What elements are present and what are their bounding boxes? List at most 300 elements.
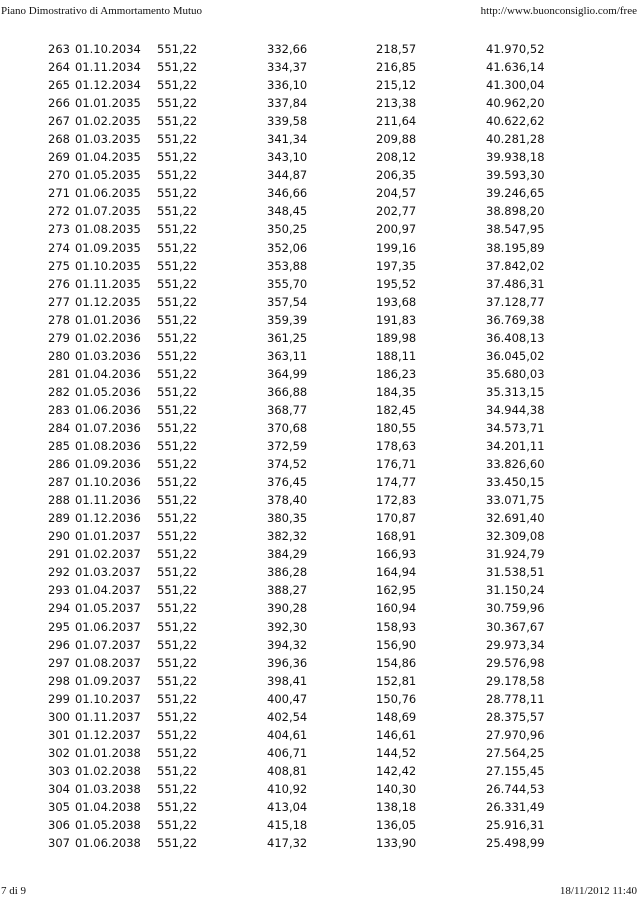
installment-number: 263 [48, 42, 70, 56]
principal-share: 386,28 [267, 565, 308, 580]
table-row [0, 148, 638, 166]
installment-number: 277 [48, 294, 70, 309]
interest-share: 211,64 [376, 114, 417, 129]
interest-share: 148,69 [376, 709, 417, 724]
interest-share: 154,86 [376, 655, 417, 670]
installment-number: 278 [48, 312, 70, 327]
due-date: 01.05.2038 [75, 818, 141, 833]
interest-share: 176,71 [376, 457, 417, 472]
table-row [0, 581, 638, 599]
remaining-debt: 34.201,11 [486, 439, 545, 454]
interest-share: 215,12 [376, 78, 417, 93]
installment-number: 268 [48, 132, 70, 147]
interest-share: 186,23 [376, 366, 417, 381]
principal-share: 376,45 [267, 475, 308, 490]
interest-share: 164,94 [376, 565, 417, 580]
principal-share: 410,92 [267, 781, 308, 796]
principal-share: 368,77 [267, 402, 308, 417]
principal-share: 337,84 [267, 96, 308, 111]
installment-number: 297 [48, 655, 70, 670]
principal-share: 364,99 [267, 366, 308, 381]
principal-share: 404,61 [267, 727, 308, 742]
due-date: 01.09.2035 [75, 240, 141, 255]
installment-amount: 551,22 [157, 457, 198, 472]
interest-share: 208,12 [376, 150, 417, 165]
remaining-debt: 29.178,58 [486, 673, 545, 688]
installment-amount: 551,22 [157, 60, 198, 75]
principal-share: 350,25 [267, 222, 308, 237]
table-row [0, 834, 638, 852]
interest-share: 158,93 [376, 619, 417, 634]
due-date: 01.05.2037 [75, 601, 141, 616]
table-row [0, 184, 638, 202]
due-date: 01.10.2035 [75, 258, 141, 273]
table-row [0, 654, 638, 672]
principal-share: 378,40 [267, 493, 308, 508]
interest-share: 188,11 [376, 348, 417, 363]
interest-share: 152,81 [376, 673, 417, 688]
remaining-debt: 35.313,15 [486, 384, 545, 399]
principal-share: 417,32 [267, 836, 308, 851]
remaining-debt: 27.155,45 [486, 763, 545, 778]
interest-share: 199,16 [376, 240, 417, 255]
due-date: 01.08.2036 [75, 439, 141, 454]
principal-share: 344,87 [267, 168, 308, 183]
principal-share: 357,54 [267, 294, 308, 309]
due-date: 01.04.2036 [75, 366, 141, 381]
remaining-debt: 35.680,03 [486, 366, 545, 381]
principal-share: 341,34 [267, 132, 308, 147]
remaining-debt: 36.408,13 [486, 330, 545, 345]
installment-number: 287 [48, 475, 70, 490]
table-row [0, 726, 638, 744]
interest-share: 172,83 [376, 493, 417, 508]
remaining-debt: 37.842,02 [486, 258, 545, 273]
interest-share: 193,68 [376, 294, 417, 309]
due-date: 01.04.2038 [75, 799, 141, 814]
table-row [0, 275, 638, 293]
remaining-debt: 37.486,31 [486, 276, 545, 291]
principal-share: 390,28 [267, 601, 308, 616]
principal-share: 355,70 [267, 276, 308, 291]
principal-share: 346,66 [267, 186, 308, 201]
due-date: 01.03.2038 [75, 781, 141, 796]
installment-amount: 551,22 [157, 384, 198, 399]
installment-number: 296 [48, 637, 70, 652]
interest-share: 156,90 [376, 637, 417, 652]
table-row [0, 40, 638, 58]
interest-share: 182,45 [376, 402, 417, 417]
principal-share: 408,81 [267, 763, 308, 778]
principal-share: 402,54 [267, 709, 308, 724]
remaining-debt: 40.281,28 [486, 132, 545, 147]
table-row [0, 202, 638, 220]
due-date: 01.01.2036 [75, 312, 141, 327]
installment-amount: 551,22 [157, 240, 198, 255]
principal-share: 400,47 [267, 691, 308, 706]
installment-number: 266 [48, 96, 70, 111]
table-row [0, 780, 638, 798]
installment-number: 274 [48, 240, 70, 255]
remaining-debt: 33.071,75 [486, 493, 545, 508]
installment-amount: 551,22 [157, 258, 198, 273]
remaining-debt: 29.576,98 [486, 655, 545, 670]
installment-amount: 551,22 [157, 691, 198, 706]
principal-share: 374,52 [267, 457, 308, 472]
principal-share: 363,11 [267, 348, 308, 363]
remaining-debt: 34.573,71 [486, 420, 545, 435]
installment-amount: 551,22 [157, 655, 198, 670]
installment-number: 290 [48, 529, 70, 544]
installment-number: 286 [48, 457, 70, 472]
table-row [0, 599, 638, 617]
due-date: 01.03.2036 [75, 348, 141, 363]
due-date: 01.07.2036 [75, 420, 141, 435]
installment-amount: 551,22 [157, 637, 198, 652]
table-row [0, 166, 638, 184]
installment-amount: 551,22 [157, 818, 198, 833]
remaining-debt: 32.691,40 [486, 511, 545, 526]
principal-share: 406,71 [267, 745, 308, 760]
installment-amount: 551,22 [157, 348, 198, 363]
installment-number: 282 [48, 384, 70, 399]
due-date: 01.04.2037 [75, 583, 141, 598]
due-date: 01.06.2037 [75, 619, 141, 634]
remaining-debt: 28.778,11 [486, 691, 545, 706]
interest-share: 197,35 [376, 258, 417, 273]
interest-share: 180,55 [376, 420, 417, 435]
installment-amount: 551,22 [157, 673, 198, 688]
interest-share: 216,85 [376, 60, 417, 75]
table-row [0, 311, 638, 329]
due-date: 01.12.2035 [75, 294, 141, 309]
print-footer [0, 883, 638, 899]
table-row [0, 130, 638, 148]
installment-number: 302 [48, 745, 70, 760]
interest-share: 206,35 [376, 168, 417, 183]
installment-number: 280 [48, 348, 70, 363]
principal-share: 382,32 [267, 529, 308, 544]
due-date: 01.02.2037 [75, 547, 141, 562]
installment-number: 276 [48, 276, 70, 291]
installment-number: 270 [48, 168, 70, 183]
installment-amount: 551,22 [157, 294, 198, 309]
installment-number: 305 [48, 799, 70, 814]
table-row [0, 509, 638, 527]
installment-amount: 551,22 [157, 565, 198, 580]
interest-share: 138,18 [376, 799, 417, 814]
table-row [0, 401, 638, 419]
principal-share: 392,30 [267, 619, 308, 634]
principal-share: 343,10 [267, 150, 308, 165]
installment-amount: 551,22 [157, 42, 198, 56]
installment-amount: 551,22 [157, 439, 198, 454]
document-title: Piano Dimostrativo di Ammortamento Mutuo [1, 5, 203, 17]
due-date: 01.01.2035 [75, 96, 141, 111]
installment-amount: 551,22 [157, 475, 198, 490]
due-date: 01.03.2037 [75, 565, 141, 580]
installment-number: 304 [48, 781, 70, 796]
table-row [0, 112, 638, 130]
due-date: 01.10.2034 [75, 42, 141, 56]
table-row [0, 690, 638, 708]
installment-amount: 551,22 [157, 727, 198, 742]
table-row [0, 473, 638, 491]
remaining-debt: 39.593,30 [486, 168, 545, 183]
table-row [0, 220, 638, 238]
principal-share: 394,32 [267, 637, 308, 652]
interest-share: 218,57 [376, 42, 417, 56]
installment-number: 275 [48, 258, 70, 273]
due-date: 01.06.2035 [75, 186, 141, 201]
installment-number: 293 [48, 583, 70, 598]
due-date: 01.01.2037 [75, 529, 141, 544]
interest-share: 166,93 [376, 547, 417, 562]
installment-number: 279 [48, 330, 70, 345]
installment-amount: 551,22 [157, 402, 198, 417]
installment-number: 299 [48, 691, 70, 706]
due-date: 01.11.2034 [75, 60, 141, 75]
table-row [0, 618, 638, 636]
installment-amount: 551,22 [157, 186, 198, 201]
interest-share: 202,77 [376, 204, 417, 219]
table-row [0, 329, 638, 347]
interest-share: 178,63 [376, 439, 417, 454]
interest-share: 140,30 [376, 781, 417, 796]
due-date: 01.05.2035 [75, 168, 141, 183]
remaining-debt: 39.938,18 [486, 150, 545, 165]
due-date: 01.12.2034 [75, 78, 141, 93]
due-date: 01.09.2037 [75, 673, 141, 688]
principal-share: 366,88 [267, 384, 308, 399]
table-row [0, 762, 638, 780]
table-row [0, 419, 638, 437]
installment-number: 284 [48, 420, 70, 435]
interest-share: 189,98 [376, 330, 417, 345]
source-url: http://www.buonconsiglio.com/free [480, 5, 637, 17]
remaining-debt: 38.547,95 [486, 222, 545, 237]
table-row [0, 636, 638, 654]
remaining-debt: 39.246,65 [486, 186, 545, 201]
interest-share: 184,35 [376, 384, 417, 399]
remaining-debt: 29.973,34 [486, 637, 545, 652]
remaining-debt: 36.045,02 [486, 348, 545, 363]
table-row [0, 383, 638, 401]
installment-number: 291 [48, 547, 70, 562]
installment-amount: 551,22 [157, 168, 198, 183]
due-date: 01.07.2035 [75, 204, 141, 219]
interest-share: 133,90 [376, 836, 417, 851]
table-row [0, 293, 638, 311]
remaining-debt: 41.970,52 [486, 42, 545, 56]
installment-number: 303 [48, 763, 70, 778]
remaining-debt: 41.300,04 [486, 78, 545, 93]
remaining-debt: 38.195,89 [486, 240, 545, 255]
installment-amount: 551,22 [157, 781, 198, 796]
installment-number: 306 [48, 818, 70, 833]
installment-amount: 551,22 [157, 709, 198, 724]
principal-share: 348,45 [267, 204, 308, 219]
installment-number: 307 [48, 836, 70, 851]
remaining-debt: 38.898,20 [486, 204, 545, 219]
installment-amount: 551,22 [157, 420, 198, 435]
due-date: 01.07.2037 [75, 637, 141, 652]
installment-amount: 551,22 [157, 799, 198, 814]
installment-number: 271 [48, 186, 70, 201]
installment-number: 267 [48, 114, 70, 129]
installment-amount: 551,22 [157, 312, 198, 327]
principal-share: 334,37 [267, 60, 308, 75]
due-date: 01.02.2035 [75, 114, 141, 129]
remaining-debt: 31.924,79 [486, 547, 545, 562]
installment-number: 298 [48, 673, 70, 688]
interest-share: 142,42 [376, 763, 417, 778]
remaining-debt: 25.498,99 [486, 836, 545, 851]
installment-number: 289 [48, 511, 70, 526]
interest-share: 150,76 [376, 691, 417, 706]
principal-share: 332,66 [267, 42, 308, 56]
remaining-debt: 33.826,60 [486, 457, 545, 472]
installment-number: 273 [48, 222, 70, 237]
remaining-debt: 36.769,38 [486, 312, 545, 327]
interest-share: 162,95 [376, 583, 417, 598]
installment-number: 269 [48, 150, 70, 165]
principal-share: 336,10 [267, 78, 308, 93]
table-row [0, 491, 638, 509]
interest-share: 191,83 [376, 312, 417, 327]
installment-amount: 551,22 [157, 511, 198, 526]
remaining-debt: 33.450,15 [486, 475, 545, 490]
interest-share: 195,52 [376, 276, 417, 291]
installment-amount: 551,22 [157, 836, 198, 851]
due-date: 01.03.2035 [75, 132, 141, 147]
interest-share: 144,52 [376, 745, 417, 760]
remaining-debt: 25.916,31 [486, 818, 545, 833]
installment-amount: 551,22 [157, 330, 198, 345]
amortization-table [0, 40, 638, 852]
installment-amount: 551,22 [157, 601, 198, 616]
table-row [0, 365, 638, 383]
remaining-debt: 32.309,08 [486, 529, 545, 544]
table-row [0, 545, 638, 563]
installment-amount: 551,22 [157, 366, 198, 381]
due-date: 01.04.2035 [75, 150, 141, 165]
due-date: 01.11.2037 [75, 709, 141, 724]
principal-share: 415,18 [267, 818, 308, 833]
installment-amount: 551,22 [157, 132, 198, 147]
interest-share: 200,97 [376, 222, 417, 237]
table-row [0, 437, 638, 455]
remaining-debt: 27.564,25 [486, 745, 545, 760]
installment-amount: 551,22 [157, 529, 198, 544]
table-row [0, 527, 638, 545]
installment-amount: 551,22 [157, 114, 198, 129]
installment-amount: 551,22 [157, 745, 198, 760]
installment-amount: 551,22 [157, 583, 198, 598]
installment-number: 292 [48, 565, 70, 580]
installment-amount: 551,22 [157, 204, 198, 219]
installment-amount: 551,22 [157, 96, 198, 111]
table-row [0, 347, 638, 365]
installment-number: 264 [48, 60, 70, 75]
principal-share: 353,88 [267, 258, 308, 273]
installment-number: 281 [48, 366, 70, 381]
remaining-debt: 28.375,57 [486, 709, 545, 724]
interest-share: 160,94 [376, 601, 417, 616]
installment-number: 295 [48, 619, 70, 634]
installment-number: 285 [48, 439, 70, 454]
due-date: 01.05.2036 [75, 384, 141, 399]
interest-share: 168,91 [376, 529, 417, 544]
principal-share: 398,41 [267, 673, 308, 688]
remaining-debt: 31.538,51 [486, 565, 545, 580]
installment-number: 265 [48, 78, 70, 93]
installment-number: 283 [48, 402, 70, 417]
principal-share: 380,35 [267, 511, 308, 526]
due-date: 01.08.2035 [75, 222, 141, 237]
print-datetime: 18/11/2012 11:40 [559, 885, 637, 897]
installment-number: 301 [48, 727, 70, 742]
principal-share: 361,25 [267, 330, 308, 345]
remaining-debt: 30.759,96 [486, 601, 545, 616]
installment-amount: 551,22 [157, 493, 198, 508]
remaining-debt: 26.331,49 [486, 799, 545, 814]
remaining-debt: 34.944,38 [486, 402, 545, 417]
installment-number: 272 [48, 204, 70, 219]
due-date: 01.06.2036 [75, 402, 141, 417]
installment-amount: 551,22 [157, 763, 198, 778]
interest-share: 209,88 [376, 132, 417, 147]
due-date: 01.10.2037 [75, 691, 141, 706]
interest-share: 213,38 [376, 96, 417, 111]
installment-amount: 551,22 [157, 547, 198, 562]
installment-number: 288 [48, 493, 70, 508]
due-date: 01.09.2036 [75, 457, 141, 472]
principal-share: 339,58 [267, 114, 308, 129]
principal-share: 396,36 [267, 655, 308, 670]
print-header [0, 3, 638, 19]
due-date: 01.06.2038 [75, 836, 141, 851]
table-row [0, 94, 638, 112]
interest-share: 174,77 [376, 475, 417, 490]
table-row [0, 816, 638, 834]
remaining-debt: 41.636,14 [486, 60, 545, 75]
installment-number: 294 [48, 601, 70, 616]
due-date: 01.10.2036 [75, 475, 141, 490]
principal-share: 384,29 [267, 547, 308, 562]
remaining-debt: 31.150,24 [486, 583, 545, 598]
remaining-debt: 40.622,62 [486, 114, 545, 129]
table-row [0, 455, 638, 473]
due-date: 01.12.2036 [75, 511, 141, 526]
table-row [0, 257, 638, 275]
due-date: 01.01.2038 [75, 745, 141, 760]
principal-share: 413,04 [267, 799, 308, 814]
due-date: 01.02.2036 [75, 330, 141, 345]
installment-number: 300 [48, 709, 70, 724]
due-date: 01.12.2037 [75, 727, 141, 742]
principal-share: 370,68 [267, 420, 308, 435]
table-row [0, 798, 638, 816]
remaining-debt: 30.367,67 [486, 619, 545, 634]
remaining-debt: 37.128,77 [486, 294, 545, 309]
installment-amount: 551,22 [157, 619, 198, 634]
principal-share: 352,06 [267, 240, 308, 255]
remaining-debt: 26.744,53 [486, 781, 545, 796]
installment-amount: 551,22 [157, 222, 198, 237]
table-row [0, 239, 638, 257]
interest-share: 170,87 [376, 511, 417, 526]
